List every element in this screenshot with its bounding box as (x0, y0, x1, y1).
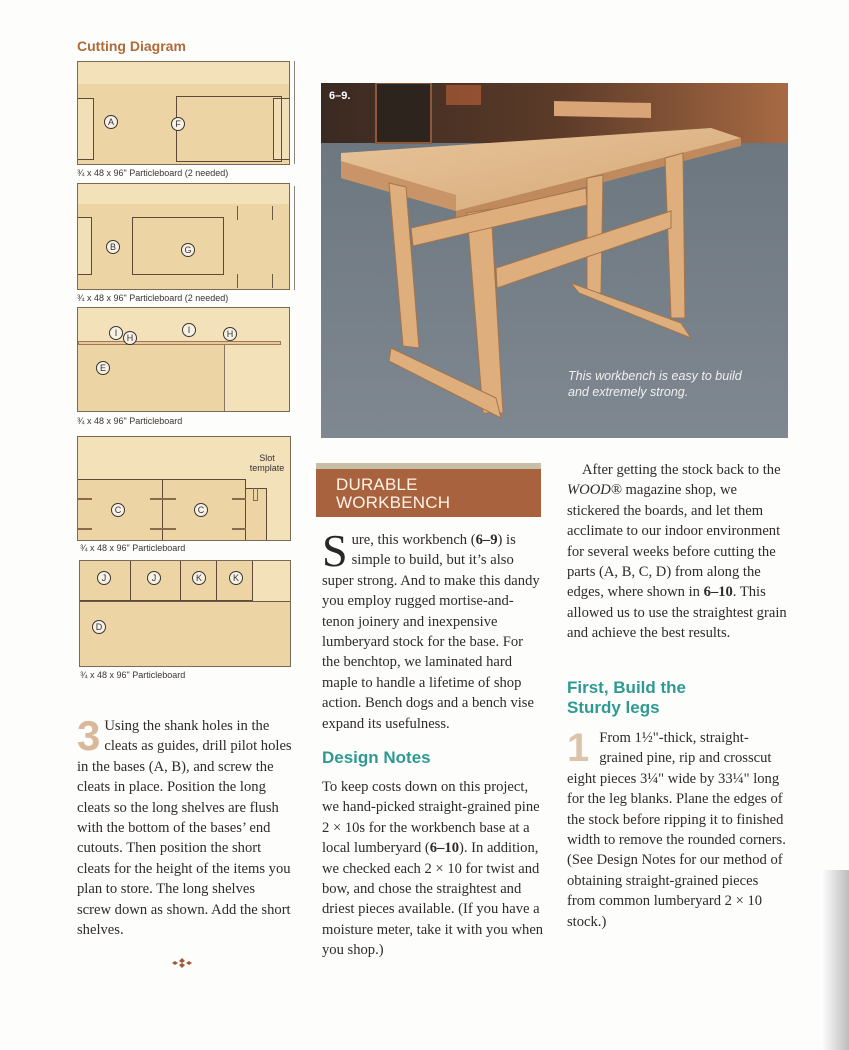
right-paragraph (567, 460, 789, 644)
banner-line-2: WORKBENCH (336, 493, 451, 512)
photo-caption-line-2: and extremely strong. (568, 385, 689, 399)
legs-heading-line-1: First, Build the (567, 678, 686, 697)
right-text: After getting the stock back to the (582, 462, 781, 478)
step-number: 1 (567, 726, 590, 770)
legs-heading-line-2: Sturdy legs (567, 698, 660, 717)
board-caption: ¾ x 48 x 96" Particleboard (77, 416, 183, 426)
part-label: I (182, 323, 196, 337)
part-label: K (229, 571, 243, 585)
figure-ref: 6–10 (703, 584, 733, 601)
step-3-text: Using the shank holes in the cleats as guides, drill pilot holes in the bases (A, B), and screw the cleats in place. Position the long cleats so the long shelves are flush with the bottom of the bases’ end cutouts. Then position the short cleats for the height of the items you plan to store. The long shelves screw down as shown. Add the short shelves. (77, 718, 292, 939)
slot-template-annotation: Slot template (249, 453, 285, 473)
banner-line-1: DURABLE (336, 475, 418, 494)
section-banner (316, 463, 541, 517)
intro-paragraph (322, 525, 542, 734)
part-label: I (109, 326, 123, 340)
intro-text: ure, this workbench ( (351, 532, 476, 548)
part-label: C (194, 503, 208, 517)
part-label: C (111, 503, 125, 517)
page-edge-shadow (821, 870, 849, 1050)
figure-ref: 6–9 (475, 532, 498, 548)
part-label: G (181, 243, 195, 257)
legs-heading (567, 678, 686, 718)
design-notes-heading: Design Notes (322, 748, 431, 767)
board-caption: ¾ x 48 x 96" Particleboard (80, 670, 186, 680)
part-e (78, 344, 225, 412)
design-notes-text: To keep costs down on this project, we hand-picked straight-grained pine 2 × 10s for the workbench base at a local lumberyard ( (322, 779, 540, 857)
diamond-ornament-icon (172, 955, 192, 973)
strip-parts (78, 341, 281, 345)
board-caption: ¾ x 48 x 96" Particleboard (80, 543, 186, 553)
part-label: K (192, 571, 206, 585)
board-caption: ¾ x 48 x 96" Particleboard (2 needed) (77, 293, 229, 303)
part-g (132, 217, 224, 275)
part-label: F (171, 117, 185, 131)
step-1-text: From 1½"-thick, straight-grained pine, rip and crosscut eight pieces 3¼" wide by 33¼" long for the leg blanks. Plane the edges of the stock before ripping it to finished width to remove the rounded corners. (See Design Notes for our method of obtaining straight-grained pieces from common lumberyard 2 × 10 stock.) (567, 730, 786, 930)
figure-label: 6–9. (329, 90, 351, 102)
step-3-paragraph (77, 712, 292, 940)
part-f (176, 96, 282, 162)
dropcap: S (322, 525, 348, 576)
part-label: D (92, 620, 106, 634)
board-caption: ¾ x 48 x 96" Particleboard (2 needed) (77, 168, 229, 178)
step-1-paragraph (567, 728, 789, 932)
right-text: magazine shop, we stickered the boards, and let them acclimate to our indoor environment for several weeks before cutting the parts (A, B, C, D) from along the edges, where shown in (567, 482, 781, 601)
part-end-left (77, 98, 94, 160)
part-label: H (123, 331, 137, 345)
photo-caption-line-1: This workbench is easy to build (568, 369, 742, 383)
cutting-diagram-title: Cutting Diagram (77, 38, 186, 54)
design-notes-text: ). In addition, we checked each 2 × 10 for twist and bow, and chose the straightest and driest pieces available. (If you have a moisture meter, take it with you when you shop.) (322, 840, 544, 959)
right-text: . This allowed us to use the straightest grain and achieve the best results. (567, 584, 787, 642)
part-end-left (77, 217, 92, 275)
figure-ref: 6–10 (429, 840, 459, 857)
part-label: H (223, 327, 237, 341)
workbench-photo (321, 83, 788, 438)
part-label: B (106, 240, 120, 254)
part-label: E (96, 361, 110, 375)
step-number: 3 (77, 712, 101, 759)
part-label: J (147, 571, 161, 585)
magazine-name: WOOD® (567, 482, 622, 499)
part-label: A (104, 115, 118, 129)
design-notes-paragraph (322, 777, 544, 961)
part-label: J (97, 571, 111, 585)
intro-text: ) is simple to build, but it’s also super strong. And to make this dandy you employ rugged mortise-and-tenon joinery and inexpensive lumberyard stock for the base. For the benchtop, we laminated hard maple to handle a lifetime of shop action. Bench dogs and a bench vise expand its usefulness. (322, 532, 540, 732)
